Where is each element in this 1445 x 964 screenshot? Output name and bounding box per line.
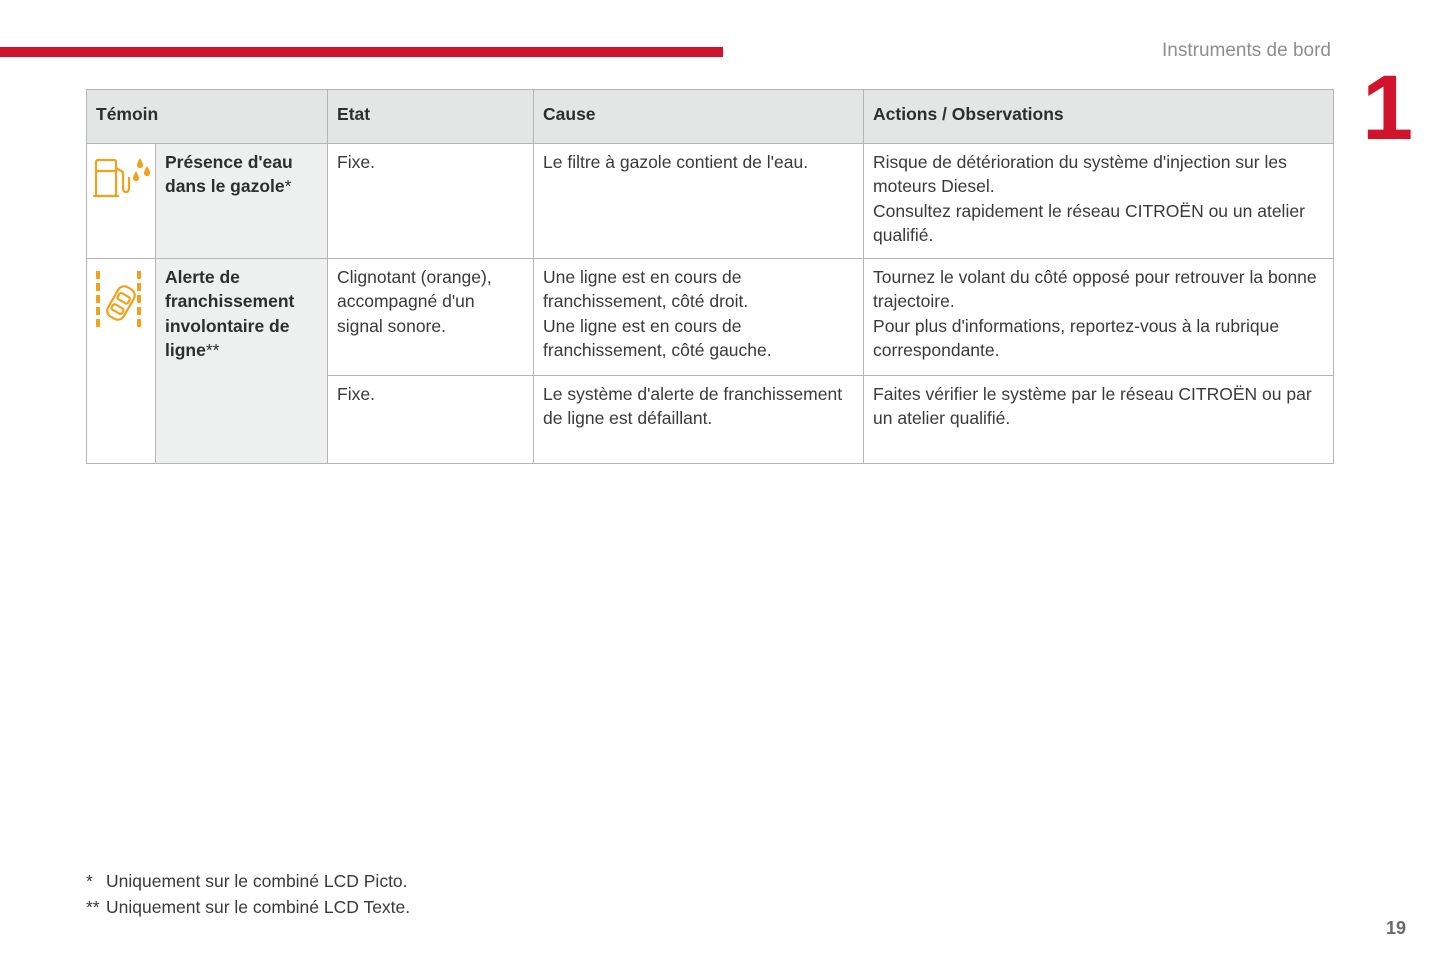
header-temoin: Témoin (87, 90, 328, 144)
warning-lights-table (86, 89, 1334, 464)
state-cell: Fixe. (328, 376, 534, 464)
cause-cell: Le filtre à gazole contient de l'eau. (534, 144, 864, 259)
chapter-number: 1 (1362, 57, 1412, 159)
icon-cell (87, 259, 156, 464)
actions-cell: Risque de détérioration du système d'injection sur les moteurs Diesel. Consultez rapidement le réseau CITROËN ou un atelier qualifié. (864, 144, 1334, 259)
header-cause: Cause (534, 90, 864, 144)
state-cell: Fixe. (328, 144, 534, 259)
cause-cell: Une ligne est en cours de franchissement, côté droit. Une ligne est en cours de franchissement, côté gauche. (534, 259, 864, 376)
footnote: ** Uniquement sur le combiné LCD Texte. (86, 897, 411, 917)
section-title: Instruments de bord (1162, 40, 1331, 61)
header-actions: Actions / Observations (864, 90, 1334, 144)
header-red-bar (0, 47, 723, 57)
indicator-name: Présence d'eau dans le gazole* (156, 144, 328, 259)
table-row (87, 259, 1334, 376)
water-in-diesel-icon (93, 154, 153, 202)
table-header-row (87, 90, 1334, 144)
indicator-name: Alerte de franchissement involontaire de ligne** (156, 259, 328, 464)
lane-departure-icon (93, 269, 145, 329)
actions-cell: Faites vérifier le système par le réseau CITROËN ou par un atelier qualifié. (864, 376, 1334, 464)
cause-cell: Le système d'alerte de franchissement de ligne est défaillant. (534, 376, 864, 464)
actions-cell: Tournez le volant du côté opposé pour retrouver la bonne trajectoire. Pour plus d'informations, reportez-vous à la rubrique correspondante. (864, 259, 1334, 376)
footnote: * Uniquement sur le combiné LCD Picto. (86, 871, 408, 891)
header-etat: Etat (328, 90, 534, 144)
icon-cell (87, 144, 156, 259)
table-row (87, 144, 1334, 259)
state-cell: Clignotant (orange), accompagné d'un signal sonore. (328, 259, 534, 376)
footnotes (86, 868, 410, 920)
page-number: 19 (1385, 918, 1406, 938)
